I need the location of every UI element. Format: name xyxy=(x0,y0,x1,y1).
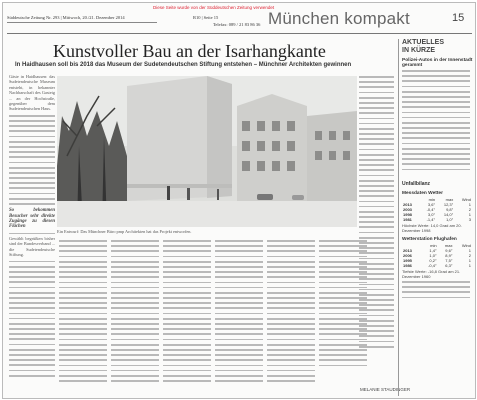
table-row: 2006 1,0° 8,9° 2 xyxy=(403,253,471,258)
article-column-6 xyxy=(267,240,315,395)
page-number: 15 xyxy=(452,12,465,24)
usage-notice: Diese Seite wurde von der Süddeutschen Zeitung verwendet xyxy=(153,5,275,10)
section-title: München kompakt xyxy=(268,9,410,28)
weather-table-2: min max Wind 2013 1,4° 9,6° 1 2006 1,0° 8,9° 2 1995 0,2° 7,5° 1 1986 -0,4° 6,3° 1 xyxy=(403,243,471,268)
sidebar-title-2: IN KÜRZE xyxy=(402,47,436,54)
weather-station-2: Wetterstation Flughafen xyxy=(402,237,457,242)
newspaper-page xyxy=(2,2,476,399)
article-column-1-lower xyxy=(9,236,55,394)
article-column-5 xyxy=(215,240,263,395)
pull-quote: So bekommen Besucher sehr direkte Zugänge zu diesen Flächen xyxy=(9,208,55,230)
article-author: MELANIE STAUDINGER xyxy=(360,387,411,392)
article-column-right xyxy=(359,76,394,376)
sidebar-subtitle-2: Unfallbilanz xyxy=(402,181,431,187)
article-subheadline: In Haidhausen soll bis 2018 das Museum der Sudetendeutschen Stiftung entstehen – Münchner Architekten gewinnen xyxy=(15,62,352,68)
sidebar-title-1: AKTUELLES xyxy=(402,39,444,46)
publication-line: Süddeutsche Zeitung Nr. 293 | Mittwoch, 20./21. Dezember 2014 xyxy=(7,15,157,23)
table-row: 2013 1,4° 9,6° 1 xyxy=(403,248,471,253)
table-row: 1986 -0,4° 6,3° 1 xyxy=(403,263,471,268)
weather-note-1: Höchste Werte: 14,0 Grad am 20. Dezember 1998 xyxy=(402,223,462,233)
table-row: 2013 3,6° 12,3° 1 xyxy=(403,202,471,207)
article-column-4 xyxy=(163,240,211,395)
column-1-text: Gäste in Haidhausen: das Sudetendeutsche Museum entsteht, in bekannter Nachbarschaft des Gasteig ... an der Hochstraße, gegenüber dem Sudetendeutschen Haus. xyxy=(9,74,55,112)
weather-note-2: Tiefste Werte: -16,8 Grad am 21. Dezember 1960 xyxy=(402,269,461,279)
table-row: 1995 0,2° 7,5° 1 xyxy=(403,258,471,263)
text-lines xyxy=(9,115,55,205)
photo-caption: Ein Entwurf: Das Münchner Büro pmp Architekten hat das Projekt entworfen. xyxy=(57,229,192,234)
weather-table-1: min max Wind 2013 3,6° 12,3° 1 2003 -0,4° 9,8° 2 1998 3,0° 14,0° 1 1981 -1,4° 1,0° 3 xyxy=(403,197,471,222)
article-headline: Kunstvoller Bau an der Isarhangkante xyxy=(53,41,326,61)
article-column-1 xyxy=(9,74,55,234)
article-column-2 xyxy=(59,240,107,395)
table-row: 2003 -0,4° 9,8° 2 xyxy=(403,207,471,212)
sidebar-text-lines xyxy=(402,281,470,311)
column-1-text-lower: Gewählt begrüßten bisher sind der Bundesverband ... die Sudetendeutsche Stiftung. xyxy=(9,236,55,258)
text-lines xyxy=(9,233,55,234)
fax-line: Telefax: 089 / 21 83 86 36 xyxy=(213,22,261,27)
table-row: 1981 -1,4° 1,0° 3 xyxy=(403,217,471,222)
sidebar-news-headline: Polizei-Autos in der Innenstadt gerammt xyxy=(402,58,473,68)
page-ref: R10 | Seite 15 xyxy=(193,15,219,20)
table-row: 1998 3,0° 14,0° 1 xyxy=(403,212,471,217)
header-rule xyxy=(7,33,472,34)
article-column-3 xyxy=(111,240,159,395)
text-lines xyxy=(9,261,55,377)
weather-title: Messdaten Wetter xyxy=(402,191,443,196)
article-photo xyxy=(57,76,357,227)
sidebar-text-lines xyxy=(402,70,470,180)
sidebar-news xyxy=(398,39,474,396)
